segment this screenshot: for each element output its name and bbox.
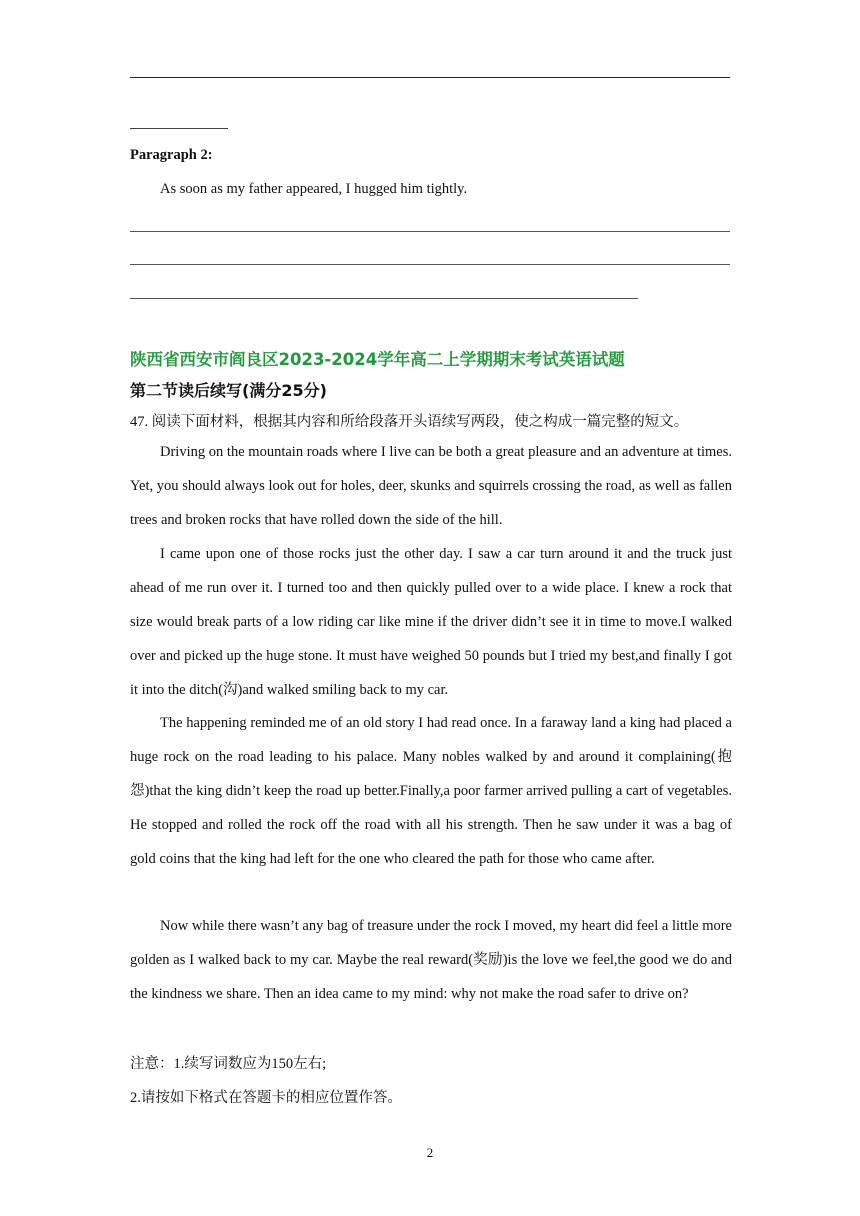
writing-line bbox=[130, 298, 638, 299]
paragraph-2-opening: As soon as my father appeared, I hugged him tightly. bbox=[160, 181, 468, 197]
answer-line-full bbox=[130, 77, 730, 78]
passage-paragraph-1: Driving on the mountain roads where I live can be both a great pleasure and an adventure at times. Yet, you should always look out for holes, deer, skunks and squirrels crossing the road, as well as fallen trees and broken rocks that have rolled down the side of the hill. bbox=[130, 444, 732, 528]
passage-paragraph-4: Now while there wasn’t any bag of treasure under the rock I moved, my heart did feel a little more golden as I walked back to my car. Maybe the real reward(奖励)is the love we feel,the good we do and the kindness we share. Then an idea came to my mind: why not make the road safer to drive on? bbox=[130, 918, 732, 1002]
section-title: 第二节读后续写(满分25分) bbox=[130, 381, 327, 400]
question-instruction: 47. 阅读下面材料，根据其内容和所给段落开头语续写两段，使之构成一篇完整的短文。 bbox=[130, 414, 689, 430]
passage-paragraph-2: I came upon one of those rocks just the other day. I saw a car turn around it and the truck just ahead of me run over it. I turned too and then quickly pulled over to a wide place. I knew a rock that size would break parts of a low riding car like mine if the driver didn’t see it in time to move.I walked over and picked up the huge stone. It must have weighed 50 pounds but I tried my best,and finally I got it into the ditch(沟)and walked smiling back to my car. bbox=[130, 546, 732, 698]
paragraph-2-label: Paragraph 2: bbox=[130, 147, 213, 163]
note-answer-format: 2.请按如下格式在答题卡的相应位置作答。 bbox=[130, 1090, 402, 1106]
exam-title: 陕西省西安市阎良区2023-2024学年高二上学期期末考试英语试题 bbox=[130, 350, 625, 369]
writing-line bbox=[130, 231, 730, 232]
note-word-count: 注意：1.续写词数应为150左右; bbox=[130, 1056, 327, 1072]
passage-paragraph-3: The happening reminded me of an old story I had read once. In a faraway land a king had placed a huge rock on the road leading to his palace. Many nobles walked by and around it complaining(抱怨)that the king didn’t keep the road up better.Finally,a poor farmer arrived pulling a cart of vegetables. He stopped and rolled the rock off the road with all his strength. Then he saw under it was a bag of gold coins that the king had left for the one who cleared the path for those who came after. bbox=[130, 715, 732, 867]
writing-line bbox=[130, 264, 730, 265]
answer-line-short bbox=[130, 128, 228, 129]
page-number: 2 bbox=[426, 1145, 434, 1160]
